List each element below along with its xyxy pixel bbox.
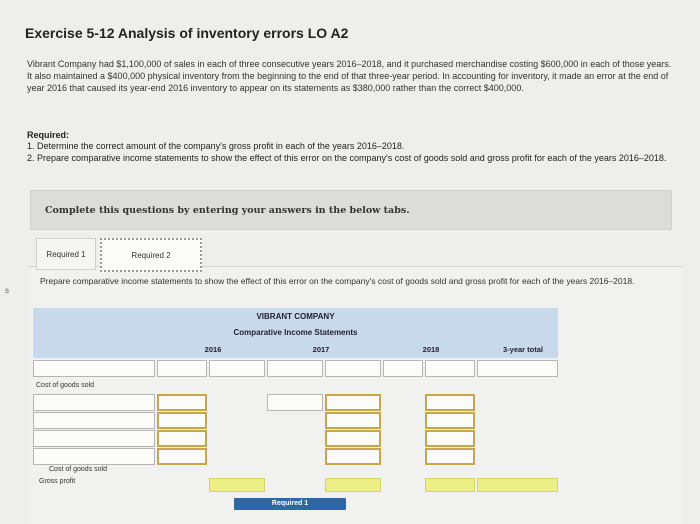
page-title: Exercise 5-12 Analysis of inventory errors LO A2 [25,25,349,41]
row-1-total-input[interactable] [477,360,558,377]
row-1-2018a-input[interactable] [383,360,423,377]
tab-instruction: Prepare comparative income statements to show the effect of this error on the company's cost of goods sold and gross profit for each of the years 2016–2018. [40,276,635,286]
requirement-1-text: 1. Determine the correct amount of the company's gross profit in each of the years 2016–2018. [27,141,405,151]
row-1-2018-input[interactable] [425,360,475,377]
cogs-total-label: Cost of goods sold [49,466,107,473]
year-2018-header: 2018 [422,345,440,354]
row-1-2017a-input[interactable] [267,360,323,377]
row-5-2018-input[interactable] [425,448,475,465]
gross-profit-label: Gross profit [39,478,76,485]
row-4-label-input[interactable] [33,430,155,447]
tab-required-2[interactable]: Required 2 [100,238,202,272]
row-3-2017-input[interactable] [325,412,381,429]
banner-text: Complete this questions by entering your answers in the below tabs. [45,205,410,216]
row-4-2016-input[interactable] [157,430,207,447]
row-2-2016-input[interactable] [157,394,207,411]
gross-profit-2017-input[interactable] [325,478,381,492]
row-4-2018-input[interactable] [425,430,475,447]
row-4-2017-input[interactable] [325,430,381,447]
row-2-2017-input[interactable] [267,394,323,411]
row-3-2018-input[interactable] [425,412,475,429]
row-2-2018-input[interactable] [425,394,475,411]
year-2016-header: 2016 [204,345,222,354]
instructions-banner [30,190,672,230]
required-heading: Required: [27,130,70,140]
gross-profit-2016-input[interactable] [209,478,265,492]
cogs-label: Cost of goods sold [36,382,94,389]
row-1-2016-input[interactable] [209,360,265,377]
row-3-label-input[interactable] [33,412,155,429]
margin-mark: s [5,286,9,295]
company-name: VIBRANT COMPANY [256,312,335,321]
tab-required-1[interactable]: Required 1 [36,238,96,270]
statement-subtitle: Comparative Income Statements [233,328,358,337]
gross-profit-total-input[interactable] [477,478,558,492]
row-1-label-input[interactable] [33,360,155,377]
row-2-2017b-input[interactable] [325,394,381,411]
gross-profit-2018-input[interactable] [425,478,475,492]
row-5-2017-input[interactable] [325,448,381,465]
year-2017-header: 2017 [312,345,330,354]
row-2-label-input[interactable] [33,394,155,411]
row-3-2016-input[interactable] [157,412,207,429]
row-5-label-input[interactable] [33,448,155,465]
row-5-2016-input[interactable] [157,448,207,465]
problem-text: Vibrant Company had $1,100,000 of sales in each of three consecutive years 2016–2018, and it purchased merchandise costing $600,000 in each of those years. It also maintained a $400,000 physical inventory from the beginning to the end of that three-year period. In accounting for inventory, it made an error at the end of year 2016 that caused its year-end 2016 inventory to appear on its statements as $380,000 rather than the correct $400,000. [27,59,672,93]
income-statement-table [33,308,558,498]
three-year-total-header: 3-year total [502,345,544,354]
requirement-2-text: 2. Prepare comparative income statements to show the effect of this error on the company's cost of goods sold and gross profit for each of the years 2016–2018. [27,153,667,163]
row-1-2016-spacer[interactable] [157,360,207,377]
required-1-nav-button[interactable]: Required 1 [234,498,346,510]
row-1-2017-input[interactable] [325,360,381,377]
